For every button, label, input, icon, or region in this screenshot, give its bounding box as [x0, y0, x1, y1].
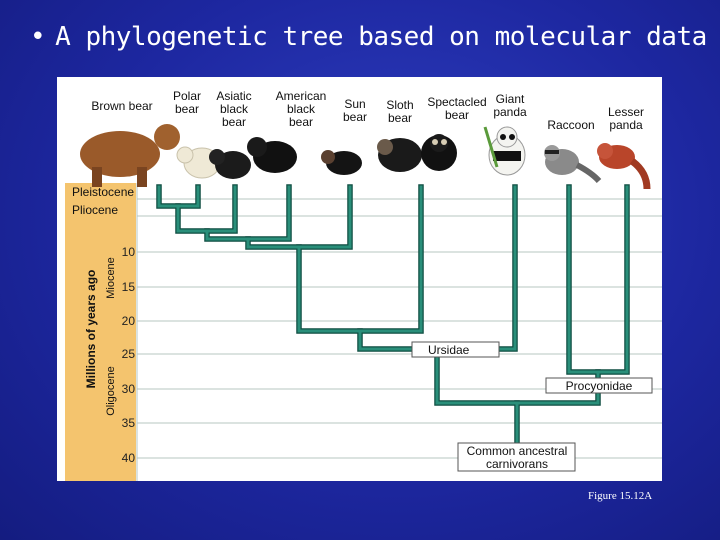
species-labels	[91, 89, 644, 132]
node-procyonidae	[546, 378, 652, 393]
label-asiatic-black-bear: Asiatic black bear	[216, 89, 252, 129]
animal-illustrations	[80, 124, 647, 189]
label-sloth-bear: Sloth bear	[386, 98, 414, 125]
tick-label: 35	[121, 416, 135, 430]
epoch-band	[65, 183, 136, 481]
label-spectacled-bear: Spectacled bear	[427, 95, 487, 122]
title-bullet: •	[30, 22, 46, 52]
label-giant-panda: Giant panda	[493, 92, 527, 119]
tick-label: 15	[121, 280, 135, 294]
tree-branches	[159, 187, 627, 443]
american-black-bear-image	[247, 137, 297, 173]
svg-text:Ursidae: Ursidae	[428, 343, 470, 357]
label-sun-bear: Sun bear	[342, 97, 368, 124]
tree-diagram	[57, 77, 662, 481]
tick-label: 10	[121, 245, 135, 259]
giant-panda-image	[485, 127, 525, 175]
title-text: A phylogenetic tree based on molecular data	[55, 22, 707, 52]
raccoon-image	[544, 145, 599, 181]
label-raccoon: Raccoon	[547, 118, 595, 132]
epoch-pliocene: Pliocene	[72, 203, 119, 217]
phylogenetic-tree-figure	[57, 77, 662, 481]
figure-caption: Figure 15.12A	[588, 490, 653, 502]
asiatic-black-bear-image	[209, 149, 251, 179]
sloth-bear-image	[377, 138, 422, 172]
label-american-black-bear: American black bear	[275, 89, 327, 129]
epoch-pleistocene: Pleistocene	[72, 185, 135, 199]
tick-label: 20	[121, 314, 135, 328]
slide-title	[30, 22, 707, 52]
spectacled-bear-image	[421, 134, 457, 171]
svg-text:Common ancestral: Common ancestral	[466, 444, 568, 458]
node-common-ancestor	[458, 443, 575, 471]
tick-label: 25	[121, 347, 135, 361]
epoch-miocene: Miocene	[105, 257, 117, 299]
sun-bear-image	[321, 150, 362, 175]
lesser-panda-image	[597, 143, 647, 189]
svg-text:Procyonidae: Procyonidae	[565, 379, 633, 393]
tick-label: 30	[121, 382, 135, 396]
label-brown-bear: Brown bear	[91, 99, 153, 113]
label-lesser-panda: Lesser panda	[607, 105, 645, 132]
axis-title: Millions of years ago	[84, 269, 98, 389]
label-polar-bear: Polar bear	[172, 89, 202, 116]
tick-label: 40	[121, 451, 135, 465]
epoch-oligocene: Oligocene	[105, 366, 117, 416]
svg-text:carnivorans: carnivorans	[485, 457, 549, 471]
node-ursidae	[412, 342, 499, 357]
brown-bear-image	[80, 124, 180, 187]
